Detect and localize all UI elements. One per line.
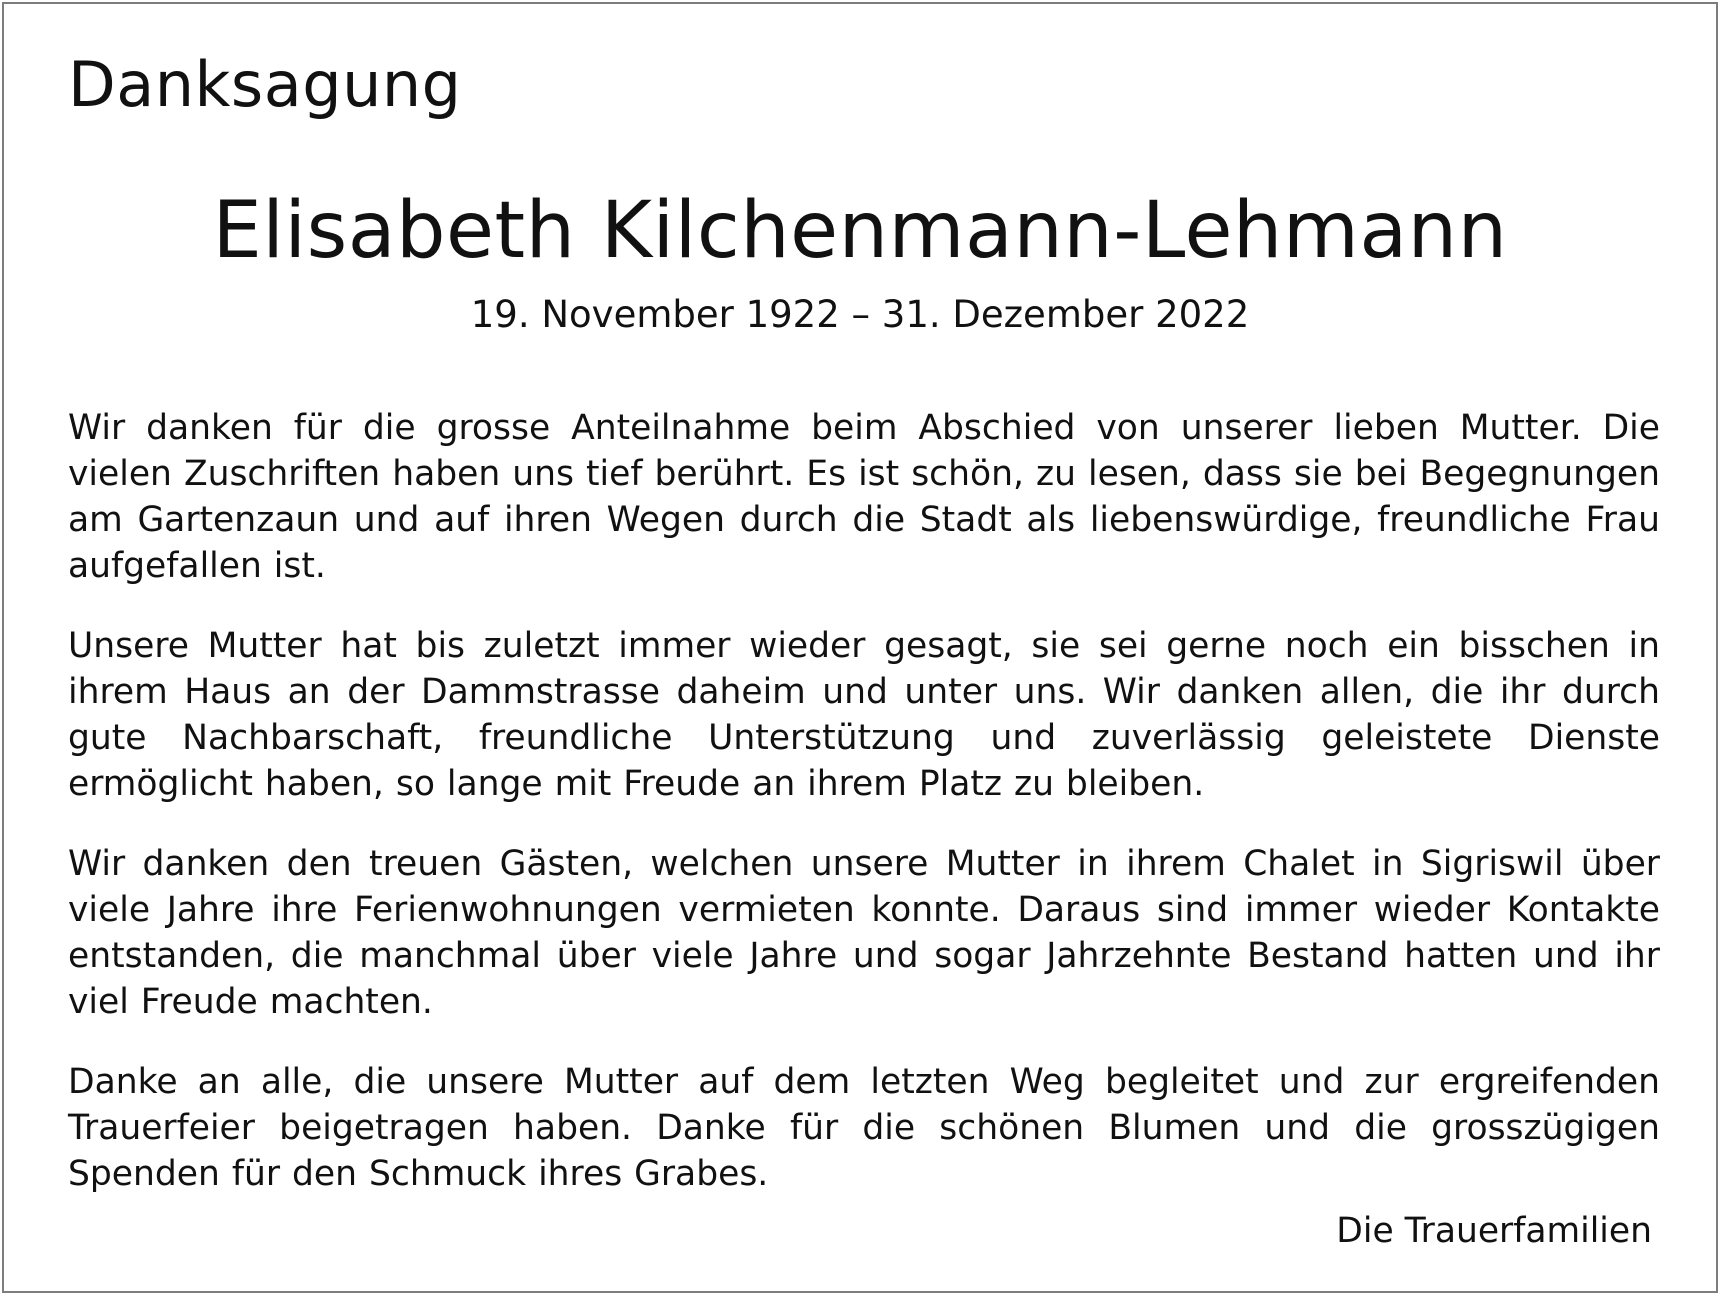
life-dates: 19. November 1922 – 31. Dezember 2022 bbox=[470, 293, 1250, 336]
notice-heading: Danksagung bbox=[68, 48, 462, 121]
signature: Die Trauerfamilien bbox=[1336, 1211, 1652, 1251]
notice-body bbox=[68, 405, 1660, 1231]
deceased-name: Elisabeth Kilchenmann-Lehmann bbox=[212, 186, 1508, 276]
paragraph-1: Wir danken für die grosse Anteilnahme beim Abschied von unserer lieben Mutter. Die vielen Zuschriften haben uns tief berührt. Es ist schön, zu lesen, dass sie bei Begegnungen am Gartenzaun und auf ihren Wegen durch die Stadt als liebenswürdige, freundliche Frau aufgefallen ist. bbox=[68, 408, 1660, 586]
obituary-notice bbox=[2, 2, 1718, 1293]
paragraph-2: Unsere Mutter hat bis zuletzt immer wieder gesagt, sie sei gerne noch ein bisschen in ihrem Haus an der Dammstrasse daheim und unter uns. Wir danken allen, die ihr durch gute Nachbarschaft, freundliche Unterstützung und zuverlässig geleistete Dienste ermöglicht haben, so lange mit Freude an ihrem Platz zu bleiben. bbox=[68, 626, 1660, 804]
paragraph-3: Wir danken den treuen Gästen, welchen unsere Mutter in ihrem Chalet in Sigriswil über viele Jahre ihre Ferienwohnungen vermieten konnte. Daraus sind immer wieder Kontakte entstanden, die manchmal über viele Jahre und sogar Jahrzehnte Bestand hatten und ihr viel Freude machten. bbox=[68, 844, 1660, 1022]
paragraph-4: Danke an alle, die unsere Mutter auf dem letzten Weg begleitet und zur ergreifenden Trauerfeier beigetragen haben. Danke für die schönen Blumen und die grosszügigen Spenden für den Schmuck ihres Grabes. bbox=[68, 1062, 1660, 1194]
